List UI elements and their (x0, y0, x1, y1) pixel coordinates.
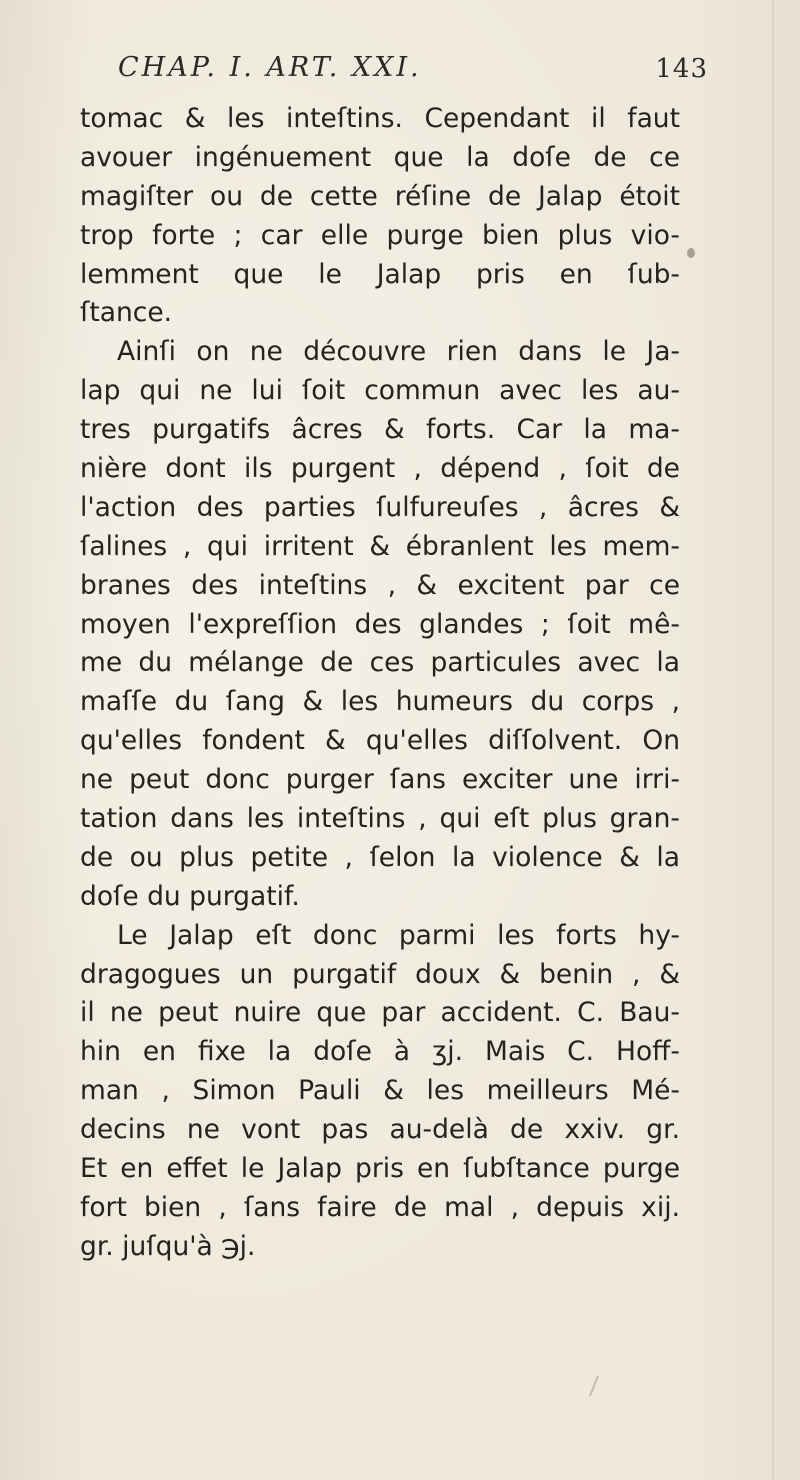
pencil-mark (589, 1375, 599, 1396)
page-fold-shadow (772, 0, 774, 1480)
text-line: Le Jalap eſt donc parmi les forts hy- (117, 919, 680, 951)
text-line: dragogues un purgatif doux & benin , & (80, 958, 680, 990)
text-line: doſe du purgatif. (80, 880, 300, 912)
text-line: ſtance. (80, 297, 173, 329)
text-line: ſalines , qui irritent & ébranlent les mem- (80, 530, 680, 562)
text-line: ne peut donc purger ſans exciter une irri- (80, 764, 680, 796)
text-line: lemment que le Jalap pris en ſub- (80, 258, 680, 290)
text-line: maſſe du ſang & les humeurs du corps , (80, 686, 680, 718)
text-line: branes des inteſtins , & excitent par ce (80, 569, 680, 601)
text-line: decins ne vont pas au-delà de xxiv. gr. (80, 1114, 680, 1146)
text-line: tomac & les inteſtins. Cependant il faut (80, 103, 680, 134)
page-number: 143 (655, 54, 708, 84)
text-line: l'action des parties ſulfureuſes , âcres & (80, 491, 680, 523)
text-line: magiſter ou de cette réſine de Jalap étoit (80, 180, 680, 212)
text-line: de ou plus petite , ſelon la violence & la (80, 841, 680, 873)
text-line: il ne peut nuire que par accident. C. Bau- (80, 997, 680, 1029)
text-line: tres purgatifs âcres & forts. Car la ma- (80, 414, 680, 446)
text-line: Ainſi on ne découvre rien dans le Ja- (117, 336, 680, 368)
text-line: trop forte ; car elle purge bien plus vio- (80, 219, 680, 251)
chapter-article-title: CHAP. I. ART. XXI. (118, 52, 422, 83)
text-line: tation dans les inteſtins , qui eſt plus gran- (80, 803, 680, 835)
text-line: lap qui ne lui ſoit commun avec les au- (80, 375, 680, 407)
text-line: me du mélange de ces particules avec la (80, 647, 680, 679)
text-line: moyen l'expreſſion des glandes ; ſoit mê- (80, 608, 680, 640)
body-text (80, 100, 680, 1267)
text-line: nière dont ils purgent , dépend , ſoit de (80, 453, 680, 485)
text-line: avouer ingénuement que la doſe de ce (80, 141, 680, 173)
text-line: Et en effet le Jalap pris en ſubſtance purge (80, 1153, 680, 1185)
running-header (118, 52, 708, 92)
text-line: gr. juſqu'à ℈j. (80, 1230, 256, 1262)
text-line: fort bien , ſans faire de mal , depuis xij. (80, 1191, 680, 1223)
text-line: man , Simon Pauli & les meilleurs Mé- (80, 1075, 680, 1107)
text-line: hin en fixe la doſe à ʒj. Mais C. Hoff- (80, 1036, 680, 1068)
ink-spot (687, 248, 695, 258)
text-line: qu'elles fondent & qu'elles diſſolvent. On (80, 725, 680, 757)
